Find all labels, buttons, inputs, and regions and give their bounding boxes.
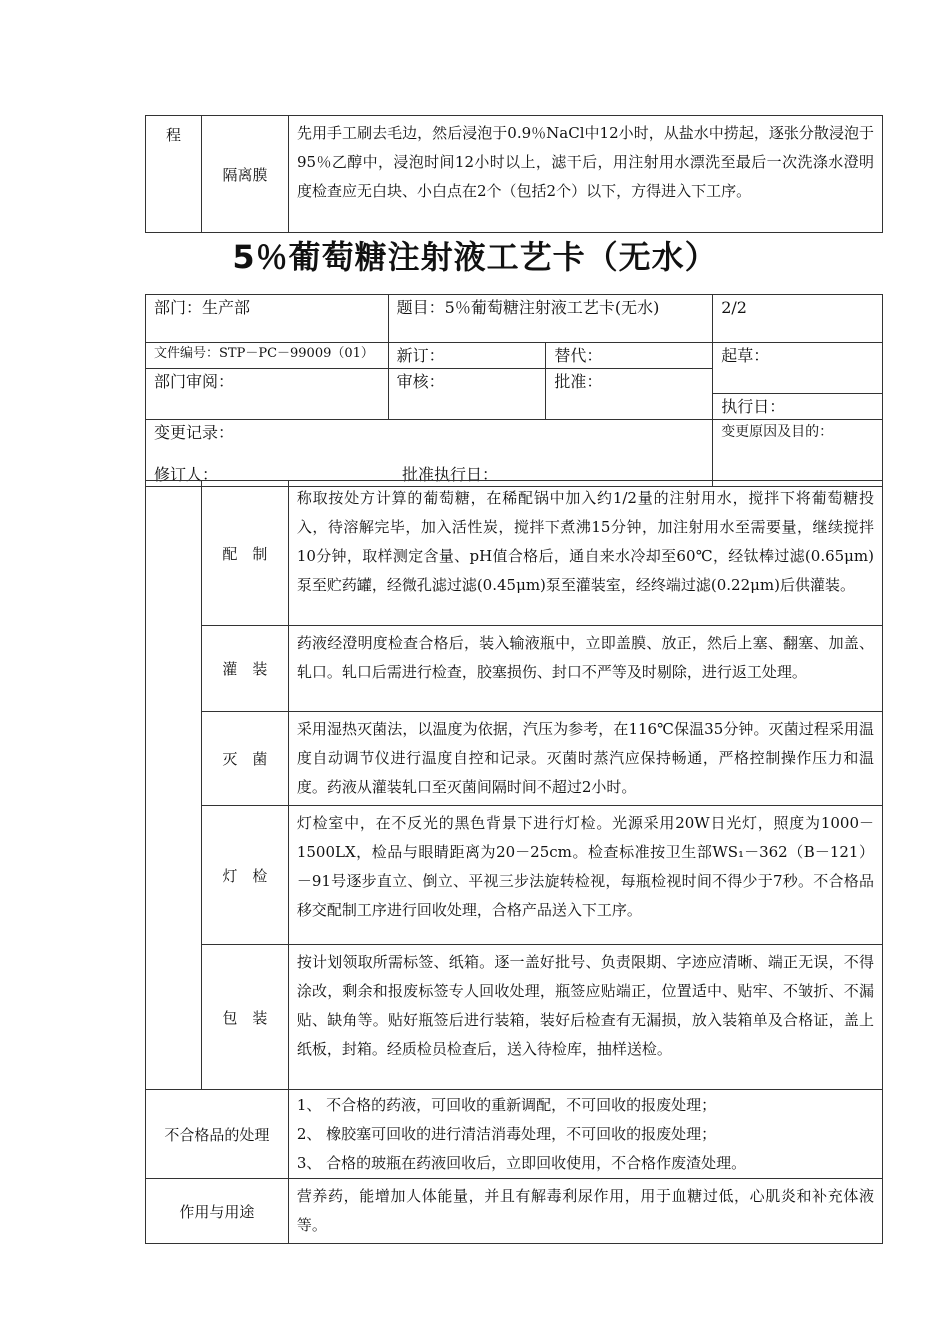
step-text-compounding: 称取按处方计算的葡萄糖，在稀配锅中加入约1/2量的注射用水，搅拌下将葡萄糖投入，待溶解完毕，加入活性炭，搅拌下煮沸15分钟，加注射用水至需要量，继续搅拌10分钟，取样测定含量、pH值合格后，通自来水冷却至60℃，经钛棒过滤(0.65μm)泵至贮药罐，经微孔滤过滤(0.45μm)泵至灌装室，经终端过滤(0.22μm)后供灌装。 [288, 481, 882, 626]
nonconforming-item: 3、 合格的玻瓶在药液回收后，立即回收使用，不合格作废渣处理。 [296, 1154, 747, 1172]
file-number-cell: 文件编号：STP－PC－99009（01） [146, 343, 389, 369]
step-text-filling: 药液经澄明度检查合格后，装入输液瓶中，立即盖膜、放正，然后上塞、翻塞、加盖、轧口。轧口后需进行检查，胶塞损伤、封口不严等及时剔除，进行返工处理。 [288, 626, 882, 712]
department-cell: 部门：生产部 [146, 295, 389, 343]
change-reason-cell: 变更原因及目的： [713, 420, 883, 487]
process-table [145, 480, 883, 1244]
step-text-sterilization: 采用湿热灭菌法，以温度为依据，汽压为参考，在116℃保温35分钟。灭菌过程采用温度自动调节仪进行温度自控和记录。灭菌时蒸汽应保持畅通，严格控制操作压力和温度。药液从灌装轧口至灭菌间隔时间不超过2小时。 [288, 712, 882, 806]
nonconforming-item: 1、 不合格的药液，可回收的重新调配，不可回收的报废处理； [296, 1096, 717, 1114]
nonconforming-item: 2、 橡胶塞可回收的进行清洁消毒处理，不可回收的报废处理； [296, 1125, 717, 1143]
exec-date-cell: 执行日： [713, 394, 883, 420]
step-text-light-inspection: 灯检室中，在不反光的黑色背景下进行灯检。光源采用20W日光灯，照度为1000－1500LX，检品与眼睛距离为20－25cm。检查标准按卫生部WS₁－362（B－121）－91号逐步直立、倒立、平视三步法旋转检视，每瓶检视时间不得少于7秒。不合格品移交配制工序进行回收处理，合格产品送入下工序。 [288, 806, 882, 945]
step-label-packaging: 包 装 [201, 945, 288, 1090]
replace-cell: 替代： [546, 343, 713, 369]
step-label-compounding: 配 制 [201, 481, 288, 626]
page-number-cell: 2/2 [713, 295, 883, 343]
usage-label: 作用与用途 [146, 1179, 289, 1244]
header-table [145, 294, 883, 487]
nonconforming-label: 不合格品的处理 [146, 1090, 289, 1179]
reviser-label: 修订人： [154, 465, 219, 484]
draft-cell: 起草： [713, 343, 883, 394]
change-record-cell [146, 420, 713, 487]
step-label-separator-membrane: 隔离膜 [202, 116, 289, 233]
usage-text: 营养药，能增加人体能量，并且有解毒利尿作用，用于血糖过低，心肌炎和补充体液等。 [288, 1179, 882, 1244]
nonconforming-items [288, 1090, 882, 1179]
approve-exec-date-label: 批准执行日： [402, 465, 499, 484]
step-label-light-inspection: 灯 检 [201, 806, 288, 945]
step-text-separator-membrane: 先用手工刷去毛边，然后浸泡于0.9％NaCl中12小时，从盐水中捞起，逐张分散浸泡于95％乙醇中，浸泡时间12小时以上，滤干后，用注射用水漂洗至最后一次洗涤水澄明度检查应无白块、小白点在2个（包括2个）以下，方得进入下工序。 [289, 116, 883, 233]
change-record-label: 变更记录： [154, 423, 235, 442]
top-continuation-table [145, 115, 883, 233]
subject-cell: 题目：5％葡萄糖注射液工艺卡(无水) [388, 295, 713, 343]
audit-cell: 审核： [388, 369, 546, 420]
step-label-sterilization: 灭 菌 [201, 712, 288, 806]
step-text-packaging: 按计划领取所需标签、纸箱。逐一盖好批号、负责限期、字迹应清晰、端正无误，不得涂改，剩余和报废标签专人回收处理，瓶签应贴端正，位置适中、贴牢、不皱折、不漏贴、缺角等。贴好瓶签后进行装箱，装好后检查有无漏损，放入装箱单及合格证，盖上纸板，封箱。经质检员检查后，送入待检库，抽样送检。 [288, 945, 882, 1090]
page-title: 5％葡萄糖注射液工艺卡（无水） [232, 238, 718, 276]
step-label-filling: 灌 装 [201, 626, 288, 712]
new-cell: 新订： [388, 343, 546, 369]
approve-cell: 批准： [546, 369, 713, 420]
category-cell: 程 [146, 116, 202, 233]
process-category-cell [146, 481, 202, 1090]
dept-review-cell: 部门审阅： [146, 369, 389, 420]
